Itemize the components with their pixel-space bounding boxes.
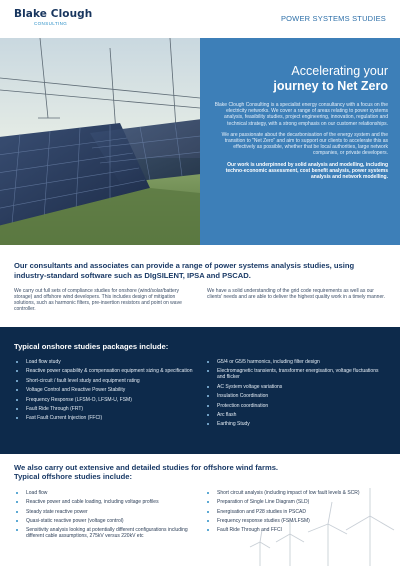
hero-paragraph: Blake Clough Consulting is a specialist energy consultancy with a focus on the electricity networks. We cover a range of areas relating to power systems analysis, feasibility studies, project engineering, innovation, regulation and technical strategy, with a strong emphasis on our customer relationships. (214, 102, 388, 127)
list-item: Electromagnetic transients, transformer energisation, voltage fluctuations and flicker (205, 368, 386, 380)
list-item: AC System voltage variations (205, 384, 386, 390)
offshore-title-line1: We also carry out extensive and detailed studies for offshore wind farms. (14, 463, 279, 472)
list-item: Fault Ride Through (FRT) (14, 406, 195, 412)
list-item: Sensitivity analysis looking at potentially different configurations including different cable assumptions, 275kV versus 220kV etc (14, 527, 195, 539)
intro-column-left: We carry out full sets of compliance studies for onshore (wind/solar/battery storage) and offshore wind developers. This includes design of mitigation solutions, such as harmonic filters, pre-insertion resistors and point on wave controller. (14, 288, 182, 313)
list-item: Frequency Response (LFSM-O, LFSM-U, FSM) (14, 397, 195, 403)
list-item: Fault Ride Through and FFCI (205, 527, 386, 533)
hero-heading-line2: journey to Net Zero (273, 79, 388, 93)
offshore-section (0, 454, 400, 566)
logo-brand-name: Blake Clough (14, 8, 93, 20)
company-logo[interactable] (14, 8, 92, 26)
onshore-lists (14, 359, 386, 431)
list-item: Voltage Control and Reactive Power Stability (14, 387, 195, 393)
list-item: G5/4 or G5/5 harmonics, including filter design (205, 359, 386, 365)
onshore-title: Typical onshore studies packages include: (14, 342, 169, 351)
list-item: Short circuit analysis (including impact of low fault levels & SCR) (205, 490, 386, 496)
hero-text-panel (200, 38, 400, 245)
hero-paragraph: We are passionate about the decarbonisation of the energy system and the transition to "Net Zero" and aim to support our clients to accelerate this as effectively as possible, whether that be local authorities, large network companies, or private developers. (221, 131, 388, 157)
list-item: Short-circuit / fault level study and equipment rating (14, 378, 195, 384)
onshore-list-right (205, 359, 386, 431)
list-item: Frequency response studies (FSM/LFSM) (205, 518, 386, 524)
list-item: Energisation and P28 studies in PSCAD (205, 509, 386, 515)
offshore-list-left (14, 490, 195, 543)
hero-heading (273, 64, 388, 93)
offshore-title (14, 463, 386, 482)
list-item: Reactive power capability & compensation equipment sizing & specification (14, 368, 195, 374)
list-item: Preparation of Single Line Diagram (SLD) (205, 499, 386, 505)
logo-brand-sub: CONSULTING (34, 21, 68, 26)
list-item: Steady state reactive power (14, 509, 195, 515)
list-item: Arc flash (205, 412, 386, 418)
hero-body (208, 102, 388, 185)
list-item: Protection coordination (205, 403, 386, 409)
page-header (0, 0, 400, 38)
list-item: Insulation Coordination (205, 393, 386, 399)
offshore-title-line2: Typical offshore studies include: (14, 472, 133, 482)
solar-panels-photo (0, 38, 200, 245)
hero-section (0, 38, 400, 245)
hero-paragraph-emphasis: Our work is underpinned by solid analysis and modelling, including techno-economic assessment, cost benefit analysis, power systems analysis and network modelling. (225, 161, 388, 181)
list-item: Quasi-static reactive power (voltage control) (14, 518, 195, 524)
intro-columns (14, 288, 386, 312)
document-title: POWER SYSTEMS STUDIES (280, 14, 386, 23)
onshore-list-left (14, 359, 195, 431)
intro-section (0, 245, 400, 327)
intro-column-right: We have a solid understanding of the grid code requirements as well as our clients' needs and are able to deliver the highest quality work in a timely manner. (207, 288, 385, 301)
list-item: Reactive power and cable loading, including voltage profiles (14, 499, 195, 505)
list-item: Load flow study (14, 359, 195, 365)
hero-heading-line1: Accelerating your (291, 64, 388, 78)
list-item: Earthing Study (205, 421, 386, 427)
list-item: Load flow (14, 490, 195, 496)
list-item: Fast Fault Current Injection (FFCI) (14, 415, 195, 421)
intro-title: Our consultants and associates can provide a range of power systems analysis studies, using industry-standard software such as DIgSILENT, IPSA and PSCAD. (14, 261, 355, 280)
onshore-section (0, 327, 400, 454)
